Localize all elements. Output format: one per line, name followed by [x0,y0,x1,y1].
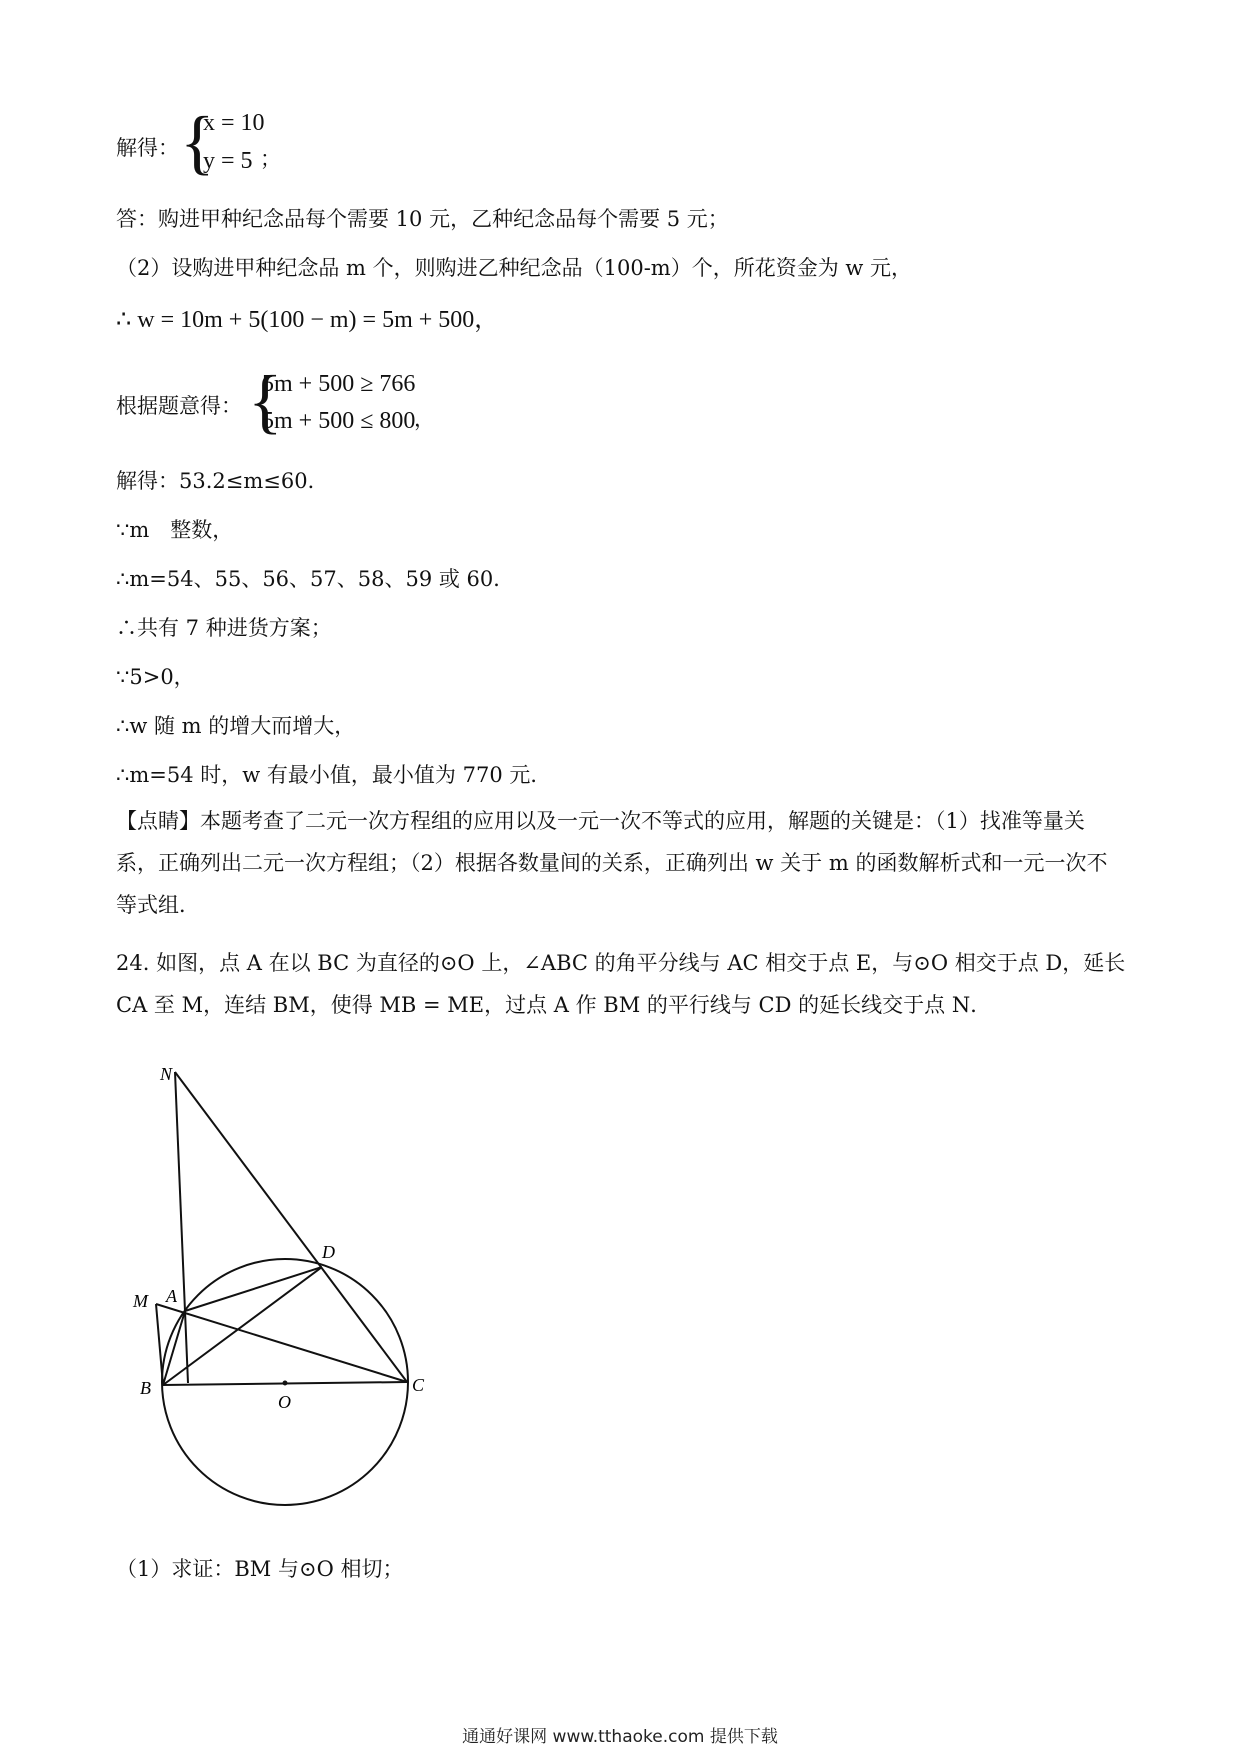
brace-1: { [180,102,215,182]
label-c: C [412,1375,425,1395]
system-2-eq1: 5m + 500 ≥ 766 [262,371,416,397]
page-footer: 通通好课网 www.tthaoke.com 提供下载 [462,1727,778,1747]
system-1-eq1: x = 10 [203,110,265,136]
note-paragraph: 【点睛】本题考查了二元一次方程组的应用以及一元一次不等式的应用，解题的关键是：（1）找准等量关系，正确列出二元一次方程组；（2）根据各数量间的关系，正确列出 w 关于 m 的函数解析式和一元一次不等式组． [116,809,1108,917]
label-a: A [166,1286,177,1306]
segment-bd [163,1267,322,1385]
label-b: B [140,1378,151,1398]
segment-nc [175,1072,407,1382]
system-1-eq2: y = 5 [203,148,253,174]
part-1-question: （1）求证：BM 与⊙O 相切； [116,1557,404,1581]
solve-line: 解得：53.2≤m≤60． [116,469,329,493]
solution-label-2: 根据题意得： [116,394,242,418]
w-expression: ∴ w = 10m + 5(100 − m) = 5m + 500， [116,307,499,333]
label-n: N [160,1064,173,1084]
brace-2: { [248,361,283,441]
label-o: O [278,1392,291,1412]
setup-line: （2）设购进甲种纪念品 m 个，则购进乙种纪念品（100-m）个，所花资金为 w 元， [116,256,913,280]
integer-line: ∵m 整数， [116,518,234,542]
answer-line: 答：购进甲种纪念品每个需要 10 元，乙种纪念品每个需要 5 元； [116,207,729,231]
system-1-end: ； [260,147,281,171]
segment-mc [156,1304,407,1382]
point-o [283,1381,288,1386]
positive-line: ∵5>0， [116,665,195,689]
segment-mb [156,1304,163,1385]
solution-label-1: 解得： [116,136,179,160]
system-2-end: ， [414,407,435,431]
minimum-line: ∴m=54 时，w 有最小值，最小值为 770 元． [116,763,552,787]
system-2-eq2: 5m + 500 ≤ 800 [262,408,416,434]
plans-line: ∴共有 7 种进货方案； [116,616,332,640]
values-line: ∴m=54、55、56、57、58、59 或 60． [116,567,515,591]
label-m: M [133,1291,148,1311]
increase-line: ∴w 随 m 的增大而增大， [116,714,356,738]
problem-24-text: 24. 如图，点 A 在以 BC 为直径的⊙O 上，∠ABC 的角平分线与 AC 相交于点 E，与⊙O 相交于点 D，延长 CA 至 M，连结 BM，使得 MB = ME，过点 A 作 BM 的平行线与 CD 的延长线交于点 N． [116,951,1126,1017]
label-d: D [322,1242,335,1262]
